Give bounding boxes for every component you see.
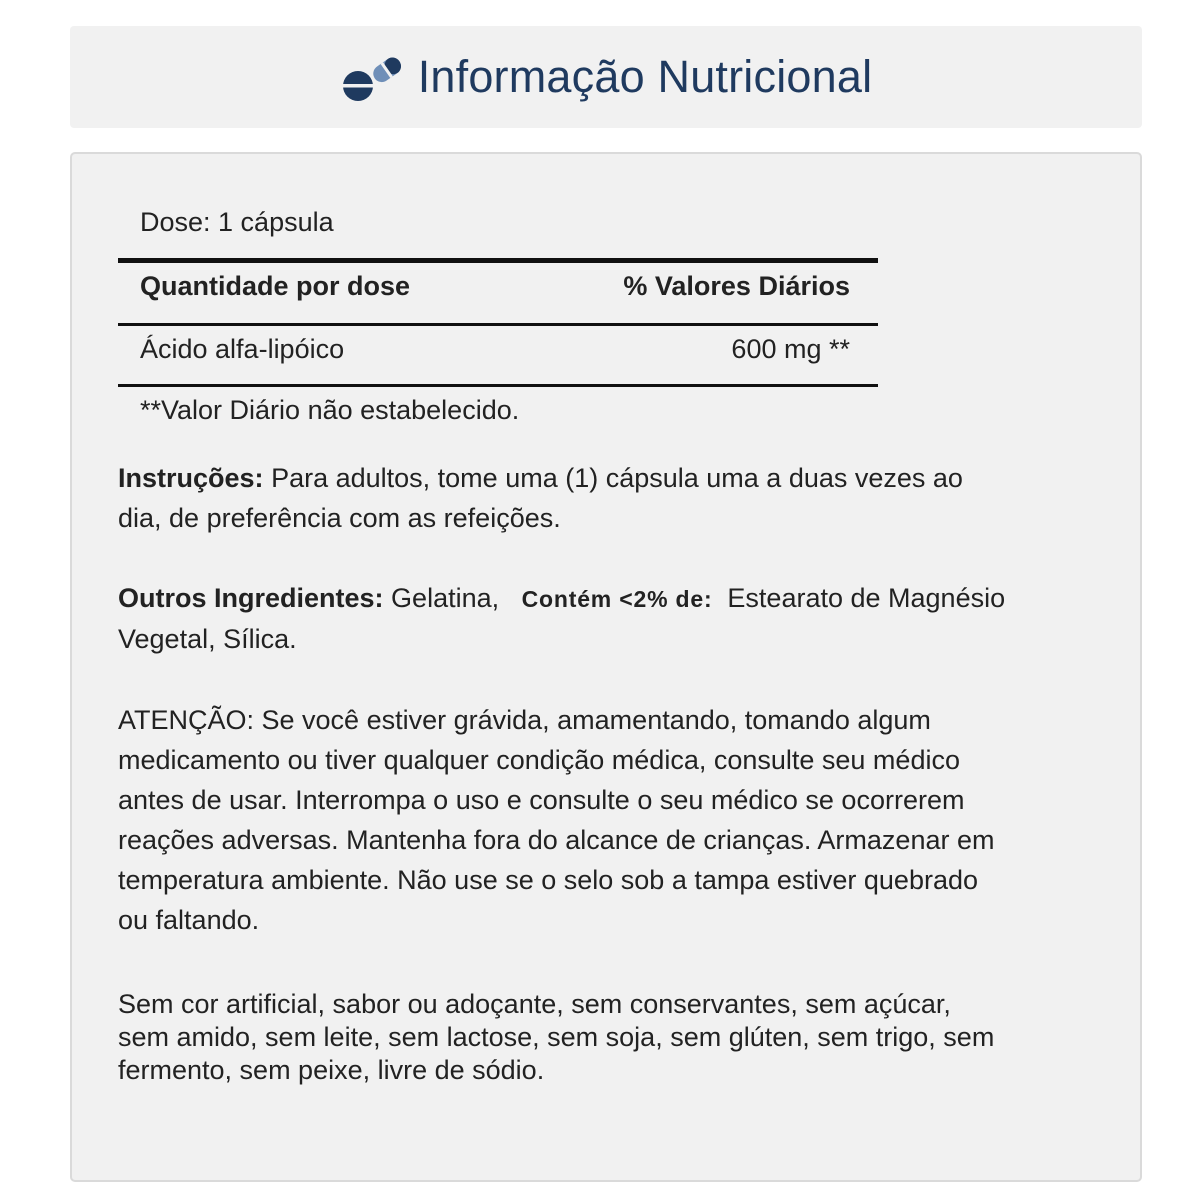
bottom-divider xyxy=(118,384,878,387)
free-from-line: sem amido, sem leite, sem lactose, sem soja, sem glúten, sem trigo, sem xyxy=(118,1022,995,1052)
ingredient-name: Ácido alfa-lipóico xyxy=(140,334,345,364)
instructions-label: Instruções: xyxy=(118,463,264,493)
free-from-line: fermento, sem peixe, livre de sódio. xyxy=(118,1055,545,1085)
other-ingredients-text2: Estearato de Magnésio xyxy=(727,583,1006,613)
other-ingredients-label: Outros Ingredientes: xyxy=(118,583,384,613)
contains-label: Contém <2% de: xyxy=(521,586,713,612)
free-from-line: Sem cor artificial, sabor ou adoçante, sem conservantes, sem açúcar, xyxy=(118,989,951,1019)
other-ingredients-line2: Vegetal, Sílica. xyxy=(118,624,297,654)
instructions xyxy=(118,458,1108,538)
instructions-text-line1: Para adultos, tome uma (1) cápsula uma a duas vezes ao xyxy=(271,463,963,493)
warning-line: ATENÇÃO: Se você estiver grávida, amamentando, tomando algum xyxy=(118,705,931,735)
pill-capsule-icon xyxy=(340,52,404,104)
footnote: **Valor Diário não estabelecido. xyxy=(140,395,520,425)
top-divider xyxy=(118,258,878,263)
column-header-amount: Quantidade por dose xyxy=(140,271,411,301)
warning-line: antes de usar. Interrompa o uso e consulte o seu médico se ocorrerem xyxy=(118,785,965,815)
serving-size: Dose: 1 cápsula xyxy=(140,207,334,237)
other-ingredients-text1: Gelatina, xyxy=(391,583,500,613)
header-divider xyxy=(118,323,878,326)
supplement-facts-panel xyxy=(70,152,1142,1182)
other-ingredients xyxy=(118,578,1108,659)
header-banner xyxy=(70,26,1142,128)
free-from xyxy=(118,988,1108,1087)
warning-line: ou faltando. xyxy=(118,905,260,935)
instructions-text-line2: dia, de preferência com as refeições. xyxy=(118,503,561,533)
warning-line: medicamento ou tiver qualquer condição médica, consulte seu médico xyxy=(118,745,960,775)
warning xyxy=(118,700,1108,940)
column-header-daily-value: % Valores Diários xyxy=(623,271,850,301)
warning-line: temperatura ambiente. Não use se o selo sob a tampa estiver quebrado xyxy=(118,865,979,895)
ingredient-amount: 600 mg ** xyxy=(731,334,850,364)
warning-line: reações adversas. Mantenha fora do alcance de crianças. Armazenar em xyxy=(118,825,995,855)
page-title: Informação Nutricional xyxy=(417,51,873,102)
